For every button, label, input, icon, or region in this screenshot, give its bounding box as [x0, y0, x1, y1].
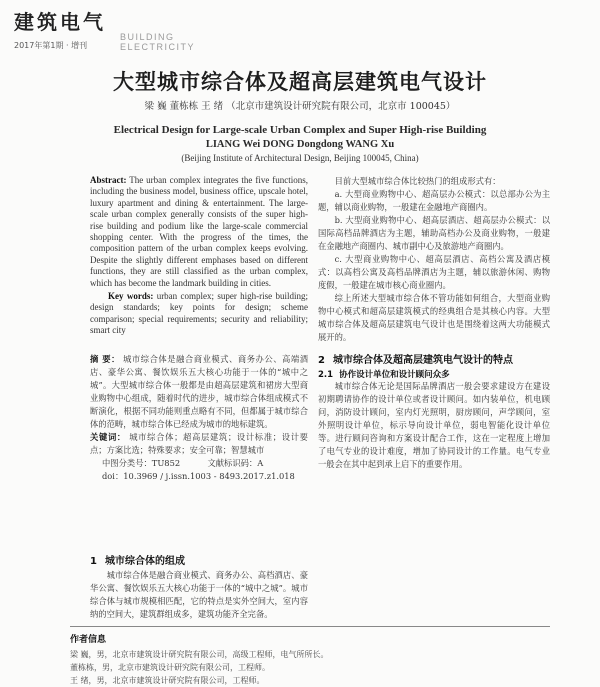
doi: doi：10.3969 / j.issn.1003 - 8493.2017.z1.018 — [102, 470, 295, 481]
paragraph-text: 目前大型城市综合体比较热门的组成形式有： — [334, 176, 501, 186]
affiliation-en: (Beijing Institute of Architectural Design, Beijing 100045, China) — [181, 153, 419, 163]
section-1-paragraph — [318, 175, 550, 188]
section-1-summary: 综上所述大型城市综合体不管功能如何组合，大型商业购物中心模式和超高层建筑模式的经典组合是其核心内容。大型城市综合体及超高层建筑电气设计也是围绕着这两大功能模式展开的。 — [318, 293, 550, 342]
issue-label: 2017年第1期 · 增刊 — [14, 41, 88, 50]
article-title-en: Electrical Design for Large-scale Urban Complex and Super High-rise Building — [113, 124, 487, 136]
subsection-2-1-title: 协作设计单位和设计顾问众多 — [339, 370, 450, 380]
section-2-paragraph: 城市综合体无论是国际品牌酒店一般会要求建设方在建设初期聘请协作的设计单位或者设计顾问。如内装单位，机电顾问，消防设计顾问，室内灯光照明，厨房顾问，声学顾问，室外照明设计单位，标示导向设计单位，弱电智能化设计单位等。进行顾问咨询和方案设计配合工作，这在一定程度上增加了电气专业的设计难度，增加了协同设计的工作量。电气专业一般会在其中起到承上启下的重要作用。 — [318, 381, 550, 469]
masthead — [14, 6, 274, 50]
author-info-line: 董栋栋，男，北京市建筑设计研究院有限公司，工程师。 — [70, 663, 270, 672]
magazine-english-name — [120, 32, 195, 52]
author-info-line: 梁 巍，男，北京市建筑设计研究院有限公司，高级工程师，电气所所长。 — [70, 650, 329, 659]
keywords-cn-text: 城市综合体；超高层建筑；设计标准；设计要点；方案比选；特殊要求；安全可靠；智慧城市 — [90, 431, 308, 455]
document-code: 文献标识码：A — [207, 457, 264, 468]
section-2-heading — [318, 351, 550, 366]
authors-cn: 梁 巍 董栋栋 王 绪 （北京市建筑设计研究院有限公司，北京市 100045） — [144, 101, 456, 112]
list-item: c. 大型商业购物中心、超高层酒店、高档公寓及酒店模式：以高档公寓及高档品牌酒店为主题，辅以旅游休闲、购物度假，一般建在城市核心商业圈内。 — [318, 254, 550, 290]
abstract-en-label: Abstract: — [90, 175, 127, 185]
keywords-en-text: urban complex; super high-rise building; design standards; key points for design; scheme comparison; special requirements; security and reliability; smart city — [90, 291, 309, 336]
author-info — [70, 626, 550, 687]
list-item: a. 大型商业购物中心、超高层办公模式：以总部办公为主题，辅以商业购物，一般建在金融地产商圈内。 — [318, 189, 550, 212]
author-info-line: 王 绪，男，北京市建筑设计研究院有限公司，工程师。 — [70, 676, 265, 685]
abstract-en — [90, 175, 308, 289]
right-column — [318, 175, 550, 471]
author-info-heading: 作者信息 — [70, 635, 107, 645]
classification-line — [90, 457, 308, 470]
subsection-2-1-number: 2.1 — [318, 370, 334, 380]
subsection-2-1-heading — [318, 368, 550, 380]
magazine-logo: 建筑电气 — [14, 10, 106, 34]
authors-en: LIANG Wei DONG Dongdong WANG Xu — [205, 139, 395, 150]
keywords-en-label: Key words: — [108, 291, 154, 302]
left-column — [90, 175, 309, 619]
keywords-en — [90, 291, 308, 337]
keywords-cn-label: 关键词： — [90, 431, 126, 442]
section-1-number: 1 — [90, 555, 97, 567]
magazine-en-line: ELECTRICITY — [120, 42, 196, 52]
magazine-en-line: BUILDING — [120, 32, 175, 42]
abstract-cn — [90, 353, 308, 431]
section-1-title: 城市综合体的组成 — [104, 555, 185, 567]
clc-code: 中图分类号：TU852 — [102, 457, 181, 468]
abstract-cn-text: 城市综合体是融合商业模式、商务办公、高端酒店、豪华公寓、餐饮娱乐五大核心功能于一体的“城中之城”。大型城市综合体一般都是由超高层建筑和裙房大型商业购物中心组成，随着时代的进步，城市综合体组成模式不断演化，根据不同功能则重点略有不同，但都属于城市综合体的范畴，城市综合体已经成为城市的地标建筑。 — [90, 353, 308, 429]
section-1-heading — [90, 552, 308, 567]
section-1-paragraph: 城市综合体是融合商业模式、商务办公、高档酒店、豪华公寓、餐饮娱乐五大核心功能于一体的“城中之城”。城市综合体与城市规模相匹配，它的特点是实外空间大，室内容纳的空间大，建筑群组成多，建筑功能齐全完备。 — [90, 569, 308, 619]
keywords-cn — [90, 431, 308, 457]
article-title-cn: 大型城市综合体及超高层建筑电气设计 — [113, 70, 487, 94]
list-item: b. 大型商业购物中心、超高层酒店、超高层办公模式：以国际高档品牌酒店为主题，辅助高档办公及商业购物，一般建在金融地产商圈内、城市副中心及旅游地产商圈内。 — [318, 215, 550, 251]
section-2-title: 城市综合体及超高层建筑电气设计的特点 — [332, 355, 513, 366]
abstract-en-text: The urban complex integrates the five functions, including the business model, business office, upscale hotel, luxury apartment and dining & entertainment. The large-scale urban complex generally consists of the super high-rise building and podium like the large-scale commercial shopping center. With the progress of the times, the composition pattern of the urban complex keeps evolving. Despite the slightly different emphases based on different functions, they are still classified as the urban complex, which has become the landmark building in cities. — [90, 175, 308, 288]
abstract-cn-label: 摘 要： — [90, 353, 120, 364]
section-2-number: 2 — [318, 355, 325, 366]
